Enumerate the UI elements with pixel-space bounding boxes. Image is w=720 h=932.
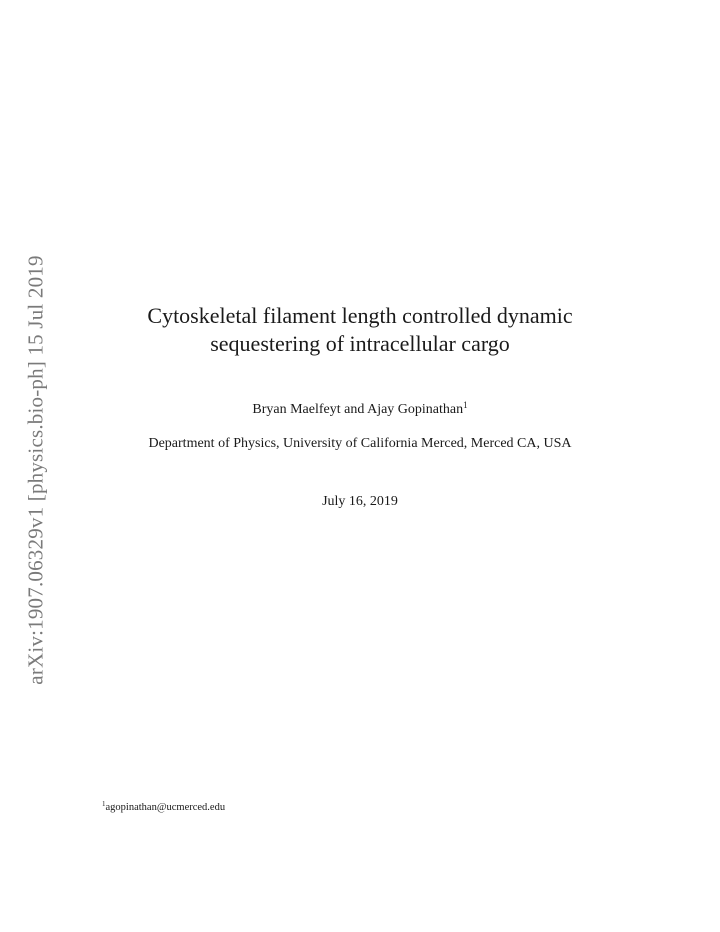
author-list (0, 400, 720, 418)
arxiv-identifier-stamp: arXiv:1907.06329v1 [physics.bio-ph] 15 Jul 2019 (23, 255, 48, 685)
author-affiliation: Department of Physics, University of California Merced, Merced CA, USA (148, 436, 572, 451)
footnote (102, 800, 225, 813)
title-line-2: sequestering of intracellular cargo (210, 331, 510, 356)
footnote-mark: 1 (102, 800, 106, 808)
author-footnote-mark: 1 (463, 400, 468, 410)
footnote-email: agopinathan@ucmerced.edu (105, 802, 226, 813)
title-line-1: Cytoskeletal filament length controlled dynamic (147, 303, 573, 328)
author-names: Bryan Maelfeyt and Ajay Gopinathan (252, 402, 464, 417)
paper-title (0, 302, 720, 358)
publication-date: July 16, 2019 (322, 494, 398, 509)
